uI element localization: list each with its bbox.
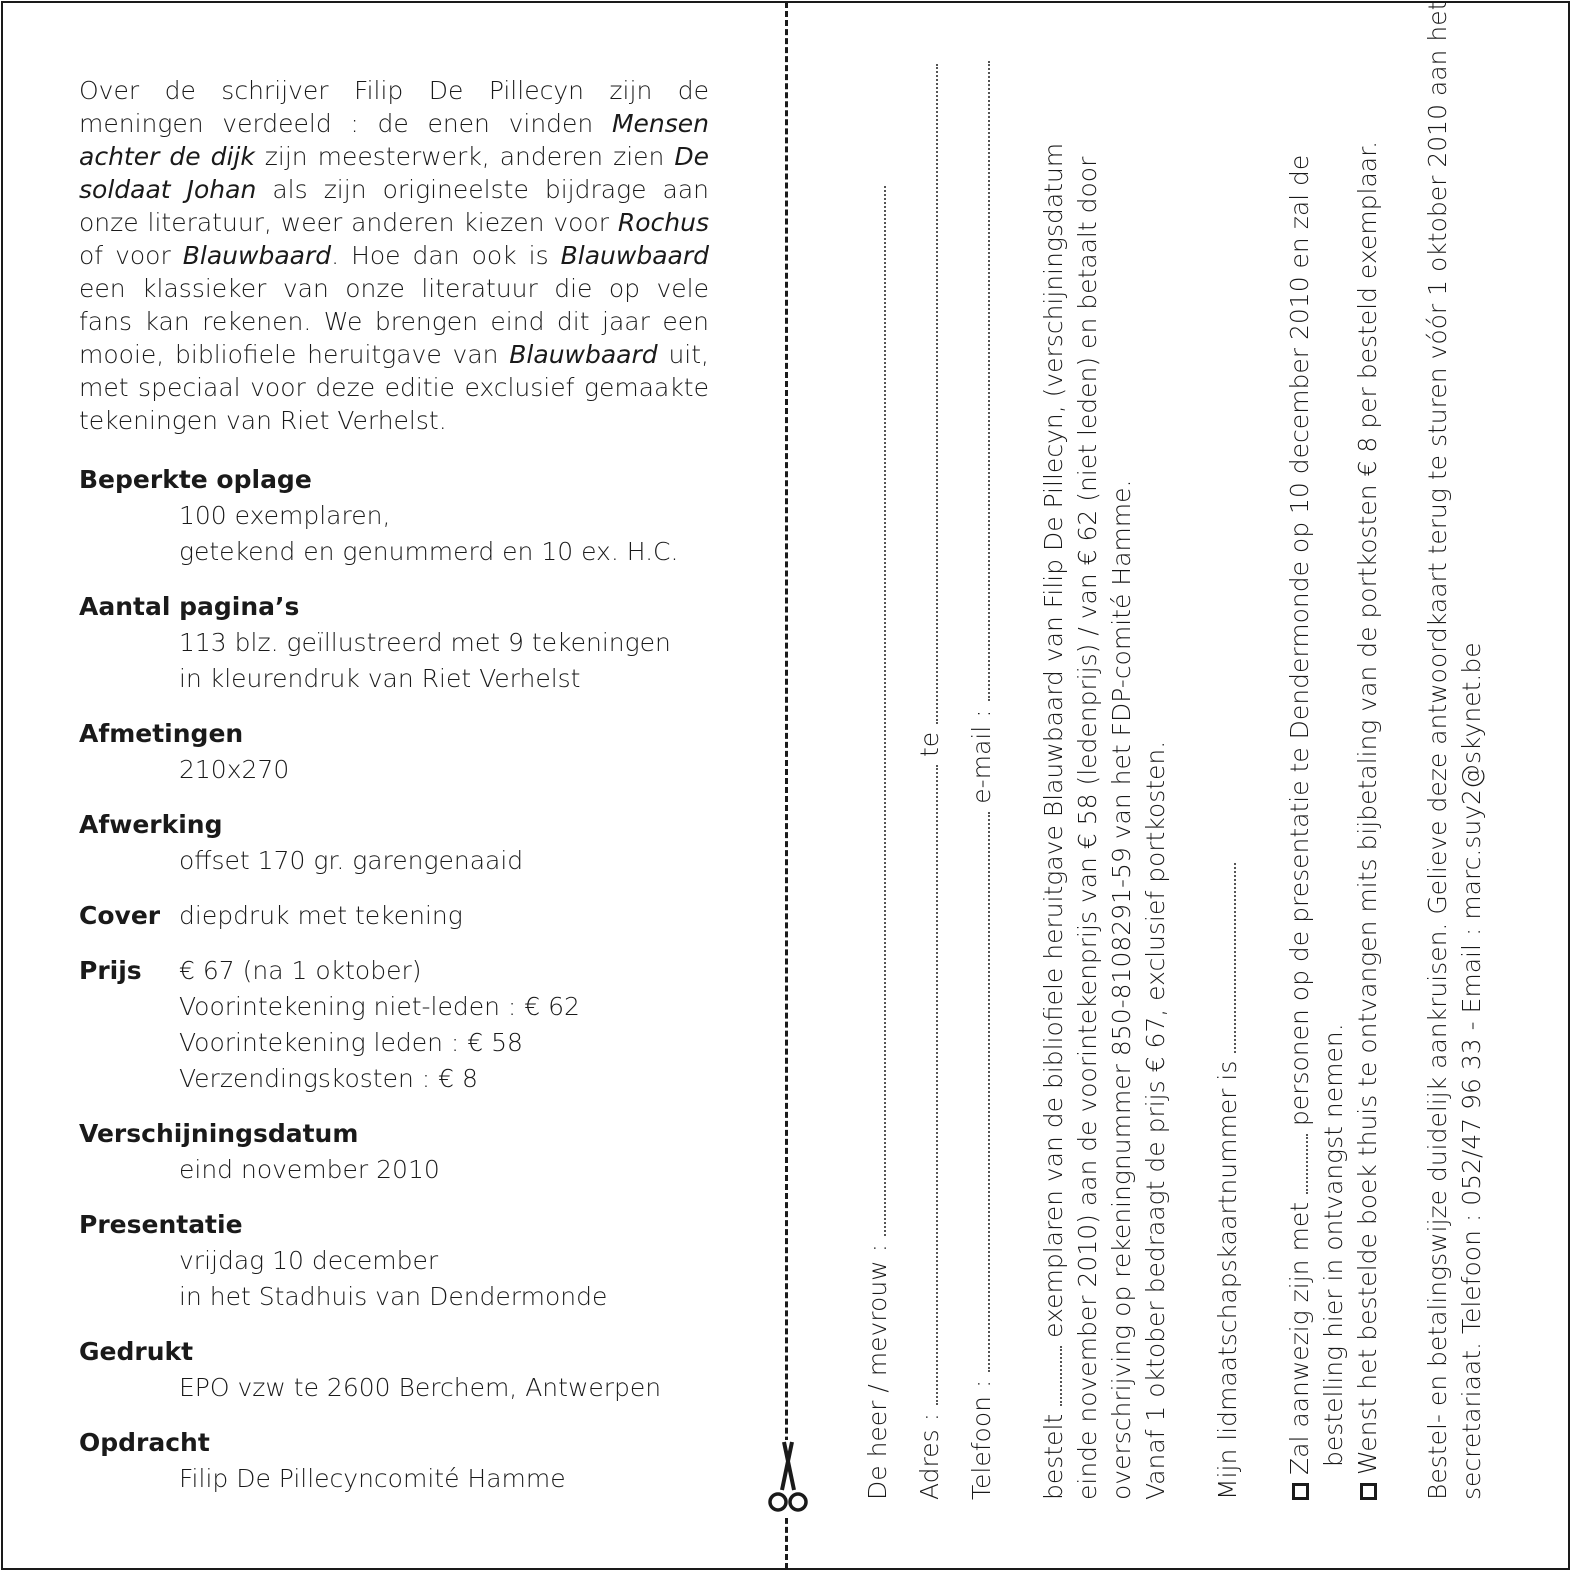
- spec-verschijningsdatum: [79, 1116, 729, 1188]
- footer-line-1: Bestel- en betalingswijze duidelijk aankruisen. Gelieve deze antwoordkaart terug te sturen vóór 1 oktober 2010 aan het: [1423, 0, 1452, 1500]
- checkbox-ophalen[interactable]: [1292, 1483, 1309, 1500]
- spec-heading: Opdracht: [79, 1428, 210, 1457]
- naam-field[interactable]: [862, 186, 886, 1236]
- adres-label: Adres :: [915, 1412, 944, 1500]
- spec-value: Voorintekening leden : € 58: [179, 1028, 523, 1057]
- spec-presentatie: [79, 1207, 729, 1315]
- spec-heading: Presentatie: [79, 1210, 243, 1239]
- aantal-field[interactable]: [1038, 1346, 1062, 1406]
- bestel-line-2: einde november 2010) aan de voorintekenprijs van € 58 (ledenprijs) / van € 62 (niet leden) en betaalt door: [1073, 156, 1102, 1500]
- spec-value: 113 blz. geïllustreerd met 9 tekeningen: [179, 628, 671, 657]
- option-thuis: Wenst het bestelde boek thuis te ontvangen mits bijbetaling van de portkosten € 8 per besteld exemplaar.: [1350, 141, 1386, 1500]
- telefoon-label: Telefoon :: [967, 1379, 996, 1500]
- scissors-icon: [764, 1440, 810, 1518]
- spec-value: Voorintekening niet-leden : € 62: [179, 992, 580, 1021]
- spec-paginas: [79, 589, 729, 697]
- specifications-list: [79, 462, 729, 1516]
- intro-paragraph: Over de schrijver Filip De Pillecyn zijn de meningen verdeeld : de enen vinden Mensen achter de dijk zijn meesterwerk, anderen zien De soldaat Johan als zijn origineelste bijdrage aan onze literatuur, weer anderen kiezen voor Rochus of voor Blauwbaard. Hoe dan ook is Blauwbaard een klassieker van onze literatuur die op vele fans kan rekenen. We brengen eind dit jaar een mooie, bibliofiele heruitgave van Blauwbaard uit, met speciaal voor deze editie exclusief gemaakte tekeningen van Riet Verhelst.: [79, 76, 710, 435]
- bestel-line-1: bestelt exemplaren van de bibliofiele heruitgave Blauwbaard van Filip De Pillecyn, (verschijningsdatum: [1039, 142, 1068, 1500]
- naam-label: De heer / mevrouw :: [863, 1244, 892, 1500]
- title-blauwbaard: Blauwbaard: [182, 241, 332, 270]
- spec-value: diepdruk met tekening: [179, 901, 463, 930]
- order-form: [860, 0, 1500, 1500]
- spec-heading: Cover: [79, 901, 161, 930]
- spec-heading: Beperkte oplage: [79, 465, 312, 494]
- spec-value: offset 170 gr. garengenaaid: [179, 846, 524, 875]
- spec-prijs: [79, 953, 729, 1116]
- form-row-telefoon: [964, 61, 1000, 1500]
- form-row-naam: [860, 186, 896, 1500]
- spec-value: in het Stadhuis van Dendermonde: [179, 1282, 608, 1311]
- bestel-line-3: overschrijving op rekeningnummer 850-8108291-59 van het FDP-comité Hamme.: [1107, 479, 1136, 1500]
- option-ophalen-line-2: bestelling hier in ontvangst nemen.: [1319, 1023, 1348, 1467]
- adres-field[interactable]: [914, 765, 938, 1405]
- spec-value: getekend en genummerd en 10 ex. H.C.: [179, 537, 679, 566]
- spec-heading: Afmetingen: [79, 719, 244, 748]
- spec-afmetingen: [79, 716, 729, 788]
- spec-value: Filip De Pillecyncomité Hamme: [179, 1464, 566, 1493]
- spec-value: eind november 2010: [179, 1155, 440, 1184]
- spec-heading: Verschijningsdatum: [79, 1119, 359, 1148]
- spec-value: 100 exemplaren,: [179, 501, 391, 530]
- option-ophalen: Zal aanwezig zijn met personen op de presentatie te Dendermonde op 10 december 2010 en zal de: [1282, 155, 1318, 1500]
- title-mensen-achter-de-dijk: Mensen achter de dijk: [79, 109, 709, 171]
- te-label: te: [915, 731, 944, 758]
- checkbox-thuis[interactable]: [1360, 1483, 1377, 1500]
- spec-heading: Aantal pagina’s: [79, 592, 300, 621]
- telefoon-field[interactable]: [966, 812, 990, 1372]
- spec-gedrukt: [79, 1334, 729, 1406]
- spec-heading: Prijs: [79, 956, 142, 985]
- spec-heading: Gedrukt: [79, 1337, 194, 1366]
- email-field[interactable]: [966, 61, 990, 701]
- title-blauwbaard: Blauwbaard: [509, 340, 658, 369]
- spec-value: in kleurendruk van Riet Verhelst: [179, 664, 581, 693]
- spec-afwerking: [79, 807, 729, 879]
- bestel-line-4: Vanaf 1 oktober bedraagt de prijs € 67, exclusief portkosten.: [1141, 740, 1170, 1500]
- spec-cover: [79, 898, 729, 953]
- spec-oplage: [79, 462, 729, 570]
- spec-value: € 67 (na 1 oktober): [179, 956, 422, 985]
- spec-heading: Afwerking: [79, 810, 223, 839]
- spec-value: vrijdag 10 december: [179, 1246, 439, 1275]
- form-row-lidnummer: [1210, 863, 1246, 1500]
- title-rochus: Rochus: [617, 208, 709, 237]
- form-row-adres: [912, 64, 948, 1500]
- cut-line: [785, 2, 788, 1569]
- title-de-soldaat-johan: De soldaat Johan: [79, 142, 709, 204]
- spec-opdracht: [79, 1425, 729, 1497]
- lidnummer-field[interactable]: [1212, 863, 1236, 1053]
- lidnummer-label: Mijn lidmaatschapskaartnummer is: [1213, 1060, 1242, 1500]
- spec-value: EPO vzw te 2600 Berchem, Antwerpen: [179, 1373, 662, 1402]
- spec-value: 210x270: [179, 755, 290, 784]
- title-blauwbaard: Blauwbaard: [560, 241, 710, 270]
- spec-value: Verzendingskosten : € 8: [179, 1064, 478, 1093]
- personen-field[interactable]: [1284, 1134, 1308, 1194]
- footer-line-2: secretariaat. Telefoon : 052/47 96 33 - Email : marc.suy2@skynet.be: [1457, 642, 1486, 1500]
- email-label: e-mail :: [967, 709, 996, 804]
- gemeente-field[interactable]: [914, 64, 938, 724]
